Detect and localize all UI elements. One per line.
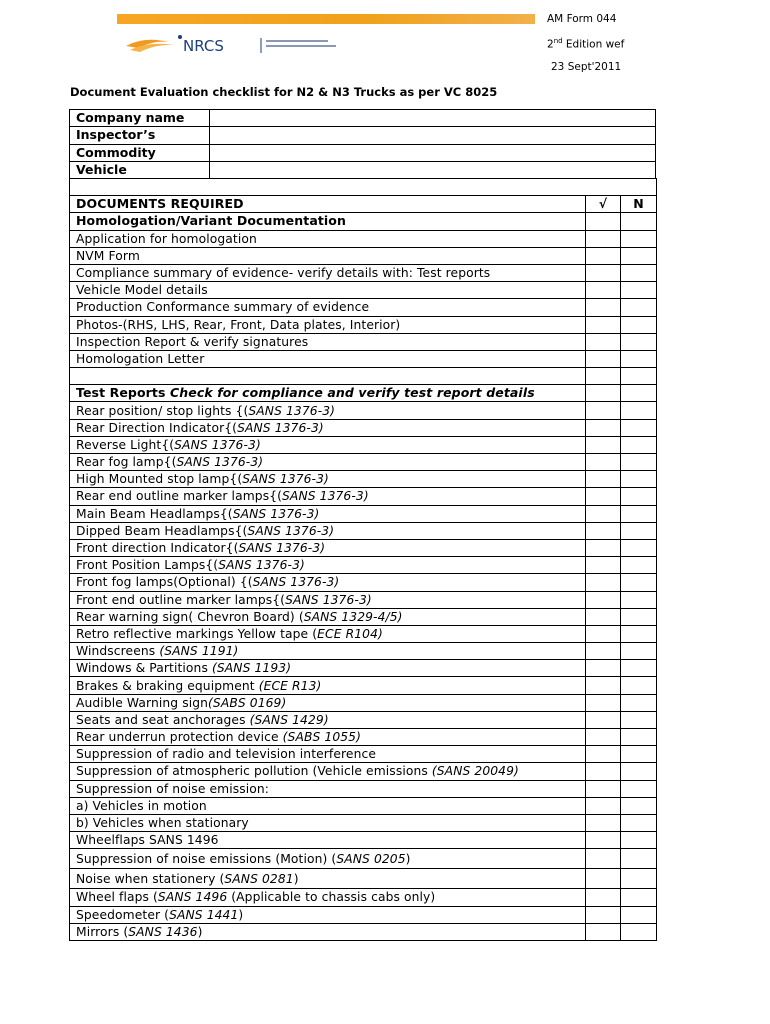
- check-no-cell[interactable]: [621, 454, 657, 471]
- item-standard-ref: SANS 0281: [224, 871, 294, 886]
- check-no-cell[interactable]: [621, 677, 657, 694]
- check-no-cell[interactable]: [621, 316, 657, 333]
- item-text: Rear fog lamp{(: [76, 455, 177, 470]
- checklist-item-label: [70, 454, 586, 471]
- checklist-row: [70, 471, 657, 488]
- checklist-row: [70, 299, 657, 316]
- checklist-item-label: [70, 505, 586, 522]
- checklist-row: [70, 539, 657, 556]
- check-no-cell[interactable]: [621, 869, 657, 889]
- checklist-row: [70, 419, 657, 436]
- item-standard-ref: SANS 1376-3): [176, 455, 264, 470]
- checklist-row: [70, 505, 657, 522]
- checklist-row: [70, 608, 657, 625]
- checklist-item-label: [70, 746, 586, 763]
- checklist-row: [70, 832, 657, 849]
- item-text: Seats and seat anchorages: [76, 712, 250, 727]
- info-label: Company name: [70, 110, 210, 127]
- svg-text:NRCS: NRCS: [183, 37, 224, 55]
- item-text: Front end outline marker lamps{(: [76, 592, 286, 607]
- checklist-row: [70, 923, 657, 940]
- item-text: Wheel flaps (: [76, 890, 158, 905]
- item-text: Windows & Partitions: [76, 661, 212, 676]
- checklist-item-label: [70, 763, 586, 780]
- item-text: Audible Warning sign: [76, 695, 209, 710]
- checklist-row: [70, 660, 657, 677]
- item-text: Rear end outline marker lamps{(: [76, 489, 283, 504]
- item-standard-ref: SANS 1376-3): [282, 489, 369, 504]
- check-no-cell[interactable]: [621, 333, 657, 350]
- checklist-row: [70, 625, 657, 642]
- check-no-cell[interactable]: [621, 574, 657, 591]
- check-no-cell[interactable]: [621, 625, 657, 642]
- checklist-item-label: Vehicle Model details: [70, 282, 586, 299]
- check-yes-cell[interactable]: [586, 264, 621, 281]
- checklist-row: [70, 264, 657, 281]
- check-yes-cell[interactable]: [586, 522, 621, 539]
- checklist-item-label: [70, 402, 586, 419]
- check-yes-cell[interactable]: [586, 797, 621, 814]
- check-no-cell[interactable]: [621, 471, 657, 488]
- checklist-item-label: [70, 849, 586, 869]
- item-standard-ref: SANS 1376-3): [218, 558, 305, 573]
- check-yes-cell[interactable]: [586, 814, 621, 831]
- checklist-item-label: [70, 923, 586, 940]
- check-yes-cell[interactable]: [586, 436, 621, 453]
- check-no-cell[interactable]: [621, 849, 657, 869]
- checklist-item-label: [70, 522, 586, 539]
- check-no-cell[interactable]: [621, 368, 657, 385]
- check-no-cell[interactable]: [621, 832, 657, 849]
- check-yes-cell[interactable]: [586, 832, 621, 849]
- item-text-after: ): [238, 907, 244, 922]
- check-yes-cell[interactable]: [586, 385, 621, 402]
- item-standard-ref: SANS 1436: [128, 924, 198, 939]
- checklist-item-label: [70, 488, 586, 505]
- item-text: Noise when stationery (: [76, 871, 225, 886]
- check-yes-cell[interactable]: [586, 299, 621, 316]
- checklist-row: [70, 729, 657, 746]
- checklist-row: [70, 282, 657, 299]
- check-no-cell[interactable]: [621, 539, 657, 556]
- check-yes-cell[interactable]: [586, 763, 621, 780]
- item-standard-ref: SANS 1376-3): [237, 420, 324, 435]
- item-text: b) Vehicles when stationary: [76, 816, 249, 831]
- checklist-item-label: Compliance summary of evidence- verify details with: Test reports: [70, 264, 586, 281]
- check-yes-cell[interactable]: [586, 711, 621, 728]
- item-standard-ref: SANS 1496: [157, 890, 228, 905]
- item-standard-ref: SANS 1329-4/5): [303, 609, 403, 624]
- check-no-cell[interactable]: [621, 488, 657, 505]
- document-title: Document Evaluation checklist for N2 & N3 Trucks as per VC 8025: [70, 85, 498, 99]
- item-standard-ref: SANS 1376-3): [232, 506, 320, 521]
- checklist-item-label: [70, 643, 586, 660]
- check-yes-cell[interactable]: [586, 849, 621, 869]
- checklist-row: [70, 694, 657, 711]
- item-text: Rear position/ stop lights {(: [76, 403, 249, 418]
- check-no-cell[interactable]: [621, 591, 657, 608]
- item-text: Main Beam Headlamps{(: [76, 506, 233, 521]
- check-no-cell[interactable]: [621, 282, 657, 299]
- check-no-cell[interactable]: [621, 350, 657, 367]
- item-standard-ref: SANS 1376-3): [238, 541, 326, 556]
- checklist-item-label: [70, 869, 586, 889]
- checklist-item-label: Inspection Report & verify signatures: [70, 333, 586, 350]
- checklist-row: [70, 247, 657, 264]
- check-yes-cell[interactable]: [586, 488, 621, 505]
- item-text: Dipped Beam Headlamps{(: [76, 523, 248, 538]
- item-standard-ref: SANS 1441: [169, 907, 239, 922]
- item-standard-ref: ECE R104): [317, 626, 383, 641]
- check-yes-cell[interactable]: [586, 625, 621, 642]
- checklist-row: [70, 230, 657, 247]
- check-yes-cell[interactable]: [586, 729, 621, 746]
- checklist-row: [70, 591, 657, 608]
- checklist-row: [70, 488, 657, 505]
- check-no-cell[interactable]: [621, 299, 657, 316]
- item-standard-ref: SANS 1376-3): [247, 523, 335, 538]
- edition-date: 23 Sept'2011: [551, 61, 622, 73]
- item-text-after: ): [405, 851, 411, 866]
- checklist-row: [70, 574, 657, 591]
- check-yes-cell[interactable]: [586, 505, 621, 522]
- check-no-cell[interactable]: [621, 906, 657, 923]
- check-yes-cell[interactable]: [586, 591, 621, 608]
- info-value[interactable]: [210, 161, 656, 178]
- check-yes-cell[interactable]: [586, 402, 621, 419]
- item-text-after: ): [197, 924, 203, 939]
- check-yes-cell[interactable]: [586, 746, 621, 763]
- item-standard-ref: SANS 1376-3): [174, 437, 261, 452]
- checklist-row: [70, 906, 657, 923]
- check-yes-cell[interactable]: [586, 247, 621, 264]
- item-text: Wheelflaps SANS 1496: [76, 833, 219, 848]
- item-text: Suppression of noise emission:: [76, 781, 270, 796]
- checklist-item-label: [70, 814, 586, 831]
- check-no-cell[interactable]: [621, 660, 657, 677]
- item-standard-ref: (SANS 1429): [249, 712, 329, 727]
- item-standard-ref: SANS 1376-3): [252, 575, 340, 590]
- checklist-item-label: [70, 780, 586, 797]
- checklist-item-label: [70, 832, 586, 849]
- checklist-row: [70, 402, 657, 419]
- checklist-row: [70, 797, 657, 814]
- check-no-cell[interactable]: [621, 889, 657, 906]
- item-text: Front fog lamps(Optional) {(: [76, 575, 253, 590]
- section-title-plain: Test Reports: [76, 385, 170, 401]
- check-yes-cell[interactable]: [586, 608, 621, 625]
- check-no-cell[interactable]: [621, 264, 657, 281]
- info-value[interactable]: [210, 127, 656, 144]
- check-yes-cell[interactable]: [586, 230, 621, 247]
- item-text: Front direction Indicator{(: [76, 541, 239, 556]
- checklist-item-label: [70, 591, 586, 608]
- info-value[interactable]: [210, 144, 656, 161]
- item-standard-ref: (ECE R13): [258, 678, 322, 693]
- check-no-cell[interactable]: [621, 436, 657, 453]
- check-no-cell[interactable]: [621, 780, 657, 797]
- check-yes-cell[interactable]: [586, 923, 621, 940]
- item-text-after: (Applicable to chassis cabs only): [227, 890, 436, 905]
- checklist-item-label: [70, 471, 586, 488]
- checklist-item-label: [70, 419, 586, 436]
- checklist-row: [70, 643, 657, 660]
- check-no-cell[interactable]: [621, 711, 657, 728]
- check-yes-cell[interactable]: [586, 780, 621, 797]
- item-text: Retro reflective markings Yellow tape (: [76, 626, 318, 641]
- check-yes-cell[interactable]: [586, 557, 621, 574]
- check-cell[interactable]: [621, 213, 657, 230]
- checklist-item-label: Application for homologation: [70, 230, 586, 247]
- check-yes-cell[interactable]: [586, 316, 621, 333]
- check-no-cell[interactable]: [621, 797, 657, 814]
- check-no-cell[interactable]: [621, 643, 657, 660]
- check-yes-cell[interactable]: [586, 471, 621, 488]
- check-no-cell[interactable]: [621, 746, 657, 763]
- check-yes-cell[interactable]: [586, 574, 621, 591]
- checklist-row: [70, 849, 657, 869]
- section-test-reports-title: [70, 385, 586, 402]
- no-column-heading: N: [621, 196, 657, 213]
- check-no-cell[interactable]: [621, 505, 657, 522]
- check-no-cell[interactable]: [621, 385, 657, 402]
- info-label: Commodity: [70, 144, 210, 161]
- check-yes-cell[interactable]: [586, 419, 621, 436]
- checklist-item-label: Production Conformance summary of evidence: [70, 299, 586, 316]
- checklist-item-label: Homologation Letter: [70, 350, 586, 367]
- check-no-cell[interactable]: [621, 402, 657, 419]
- section-title-italic: Check for compliance and verify test report details: [169, 385, 535, 401]
- item-standard-ref: SANS 1376-3): [248, 403, 336, 418]
- checklist-row: [70, 316, 657, 333]
- checklist-row: [70, 436, 657, 453]
- check-yes-cell[interactable]: [586, 333, 621, 350]
- check-no-cell[interactable]: [621, 729, 657, 746]
- checklist-item-label: [70, 677, 586, 694]
- item-text: Reverse Light{(: [76, 437, 175, 452]
- check-no-cell[interactable]: [621, 522, 657, 539]
- checklist-item-label: [70, 557, 586, 574]
- check-yes-cell[interactable]: [586, 282, 621, 299]
- item-standard-ref: (SANS 1191): [159, 644, 239, 659]
- item-standard-ref: SANS 1376-3): [242, 472, 329, 487]
- item-standard-ref: SANS 0205: [336, 851, 406, 866]
- checklist-item-label: [70, 889, 586, 906]
- item-text: High Mounted stop lamp{(: [76, 472, 243, 487]
- check-no-cell[interactable]: [621, 419, 657, 436]
- check-no-cell[interactable]: [621, 247, 657, 264]
- spacer-cell: [70, 368, 586, 385]
- checklist-item-label: [70, 797, 586, 814]
- item-text: Suppression of atmospheric pollution (Vehicle emissions: [76, 764, 432, 779]
- info-label: Inspector’s: [70, 127, 210, 144]
- checklist-row: [70, 711, 657, 728]
- check-yes-cell[interactable]: [586, 660, 621, 677]
- checklist-row: [70, 677, 657, 694]
- checklist-row: [70, 350, 657, 367]
- check-cell[interactable]: [586, 213, 621, 230]
- item-text: Suppression of noise emissions (Motion) (: [76, 851, 337, 866]
- item-text: Speedometer (: [76, 907, 170, 922]
- check-yes-cell[interactable]: [586, 869, 621, 889]
- item-standard-ref: SANS 1376-3): [285, 592, 372, 607]
- checklist-item-label: [70, 574, 586, 591]
- item-text: Rear Direction Indicator{(: [76, 420, 238, 435]
- checklist-item-label: [70, 436, 586, 453]
- item-standard-ref: (SANS 1193): [211, 661, 292, 676]
- check-yes-cell[interactable]: [586, 906, 621, 923]
- item-text: Suppression of radio and television interference: [76, 747, 376, 762]
- checklist-row: [70, 522, 657, 539]
- section-homologation-title: Homologation/Variant Documentation: [70, 213, 586, 230]
- check-yes-cell[interactable]: [586, 677, 621, 694]
- checklist-row: [70, 746, 657, 763]
- checklist-item-label: [70, 660, 586, 677]
- item-text: Rear warning sign( Chevron Board) (: [76, 609, 304, 624]
- check-no-cell[interactable]: [621, 694, 657, 711]
- yes-column-heading: √: [586, 196, 621, 213]
- item-text: a) Vehicles in motion: [76, 798, 207, 813]
- checklist-row: [70, 869, 657, 889]
- check-no-cell[interactable]: [621, 814, 657, 831]
- checklist-row: [70, 557, 657, 574]
- checklist-item-label: [70, 608, 586, 625]
- checklist-row: [70, 780, 657, 797]
- checklist-item-label: [70, 694, 586, 711]
- checklist-item-label: Photos-(RHS, LHS, Rear, Front, Data plates, Interior): [70, 316, 586, 333]
- checklist-row: [70, 814, 657, 831]
- checklist-row: [70, 333, 657, 350]
- info-table: [69, 109, 656, 179]
- check-yes-cell[interactable]: [586, 350, 621, 367]
- spacer-row: [70, 179, 657, 196]
- item-text: Windscreens: [76, 644, 160, 659]
- checklist-item-label: [70, 906, 586, 923]
- checklist-row: [70, 889, 657, 906]
- nrcs-logo: [124, 32, 344, 58]
- checklist-item-label: [70, 625, 586, 642]
- check-no-cell[interactable]: [621, 763, 657, 780]
- check-yes-cell[interactable]: [586, 643, 621, 660]
- check-yes-cell[interactable]: [586, 694, 621, 711]
- documents-checklist: [69, 178, 657, 941]
- edition-line: 2nd Edition wef: [547, 37, 625, 51]
- item-text: Rear underrun protection device: [76, 730, 283, 745]
- item-text: Mirrors (: [76, 924, 129, 939]
- check-yes-cell[interactable]: [586, 368, 621, 385]
- item-standard-ref: (SABS 1055): [282, 730, 361, 745]
- checklist-item-label: NVM Form: [70, 247, 586, 264]
- documents-required-heading: DOCUMENTS REQUIRED: [70, 196, 586, 213]
- checklist-item-label: [70, 711, 586, 728]
- info-label: Vehicle: [70, 161, 210, 178]
- checklist-item-label: [70, 539, 586, 556]
- check-yes-cell[interactable]: [586, 454, 621, 471]
- check-no-cell[interactable]: [621, 923, 657, 940]
- item-text-after: ): [293, 871, 299, 886]
- checklist-row: [70, 763, 657, 780]
- info-value[interactable]: [210, 110, 656, 127]
- item-text: Brakes & braking equipment: [76, 678, 259, 693]
- item-standard-ref: (SABS 0169): [208, 695, 287, 710]
- check-no-cell[interactable]: [621, 557, 657, 574]
- check-yes-cell[interactable]: [586, 539, 621, 556]
- header-color-bar: [117, 14, 535, 24]
- item-standard-ref: (SANS 20049): [431, 764, 519, 779]
- check-yes-cell[interactable]: [586, 889, 621, 906]
- check-no-cell[interactable]: [621, 230, 657, 247]
- checklist-item-label: [70, 729, 586, 746]
- item-text: Front Position Lamps{(: [76, 558, 219, 573]
- form-number: AM Form 044: [547, 13, 617, 25]
- checklist-row: [70, 454, 657, 471]
- check-no-cell[interactable]: [621, 608, 657, 625]
